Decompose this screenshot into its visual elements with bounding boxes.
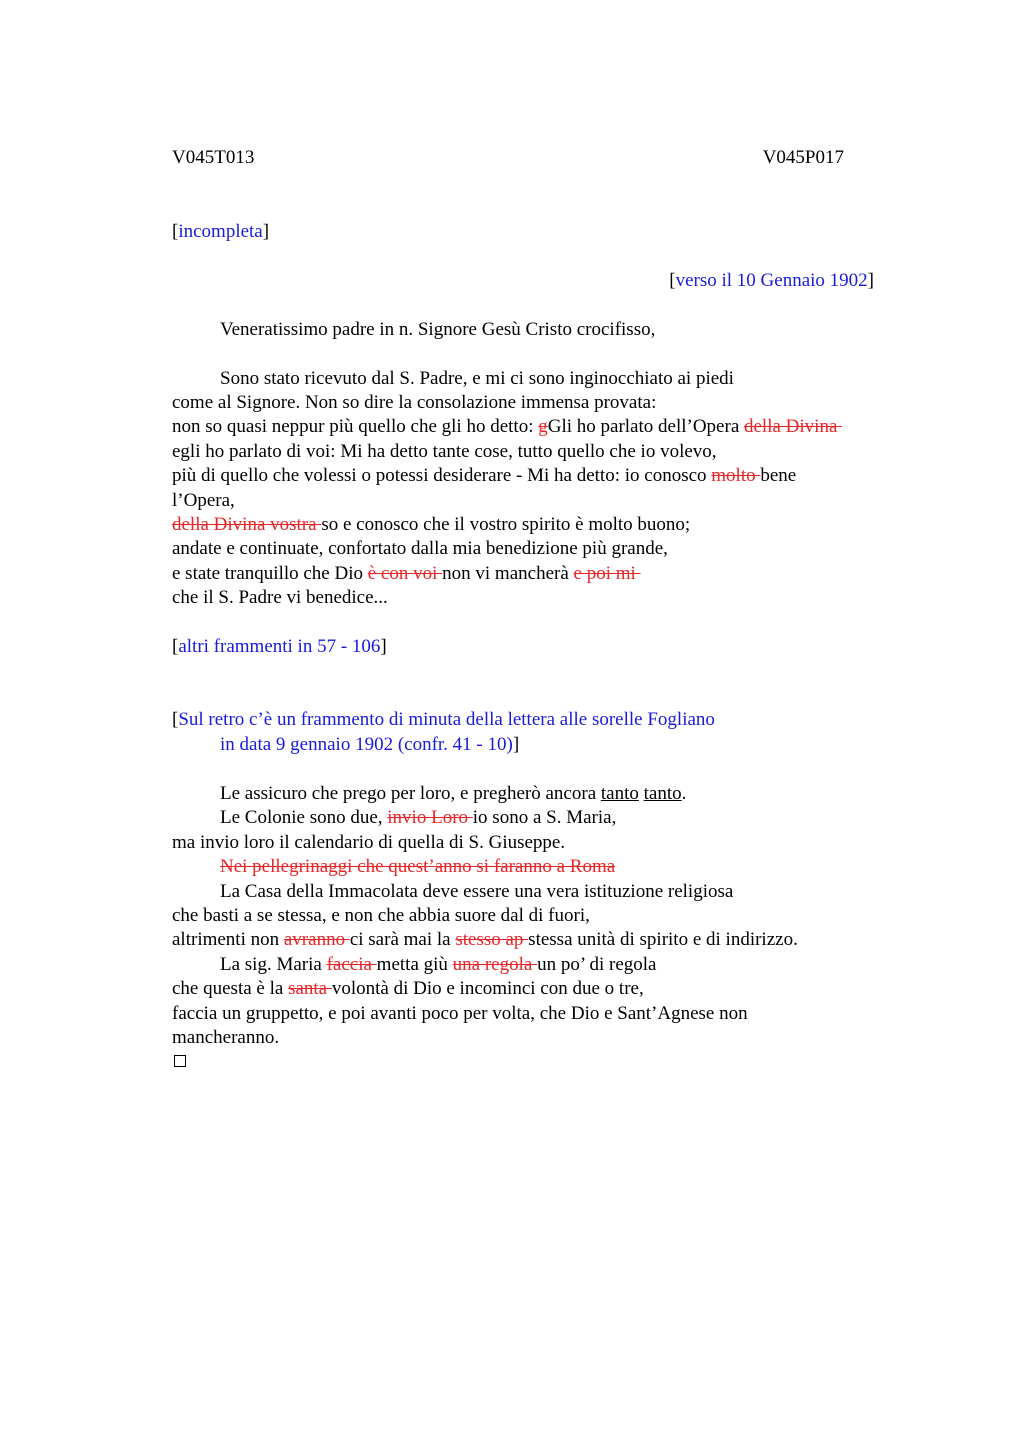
fragment-line: ma invio loro il calendario di quella di S. Giuseppe.	[172, 832, 566, 853]
deletion: invio Loro	[387, 807, 473, 828]
letter-line: come al Signore. Non so dire la consolazione immensa provata:	[172, 392, 657, 413]
editorial-date-note: [verso il 10 Gennaio 1902]	[669, 270, 874, 291]
end-marker-box	[174, 1055, 186, 1067]
fragment-line: La Casa della Immacolata deve essere una vera istituzione religiosa	[220, 881, 734, 902]
letter-line: l’Opera,	[172, 490, 235, 511]
deletion: una regola	[452, 954, 538, 975]
editorial-note-incompleta: [incompleta]	[172, 221, 270, 242]
fragment-line: che questa è la santa volontà di Dio e incominci con due o tre,	[172, 978, 644, 999]
deletion: molto	[711, 465, 761, 486]
deletion: e poi mi	[573, 563, 641, 584]
deletion: g	[538, 416, 548, 437]
editorial-note-retro: [Sul retro c’è un frammento di minuta della lettera alle sorelle Fogliano	[172, 709, 715, 730]
deletion: santa	[288, 978, 332, 999]
letter-line: egli ho parlato di voi: Mi ha detto tante cose, tutto quello che io volevo,	[172, 441, 717, 462]
letter-line: e state tranquillo che Dio è con voi non vi mancherà e poi mi	[172, 563, 641, 584]
fragment-line: Le Colonie sono due, invio Loro io sono a S. Maria,	[220, 807, 617, 828]
letter-salutation: Veneratissimo padre in n. Signore Gesù Cristo crocifisso,	[220, 319, 656, 340]
deletion: della Divina vostra	[172, 514, 322, 535]
header-right-code: V045P017	[762, 147, 844, 168]
editorial-note-retro-line2: in data 9 gennaio 1902 (confr. 41 - 10)]	[220, 734, 520, 755]
deletion: della Divina	[744, 416, 843, 437]
deletion: avranno	[283, 929, 350, 950]
fragment-line: Le assicuro che prego per loro, e pregherò ancora tanto tanto.	[220, 783, 687, 804]
fragment-line: altrimenti non avranno ci sarà mai la stesso ap stessa unità di spirito e di indirizzo.	[172, 929, 798, 950]
deletion: è con voi	[367, 563, 443, 584]
deletion: faccia	[326, 954, 377, 975]
editorial-note-fragments: [altri frammenti in 57 - 106]	[172, 636, 387, 657]
header-left-code: V045T013	[172, 147, 255, 168]
fragment-line: che basti a se stessa, e non che abbia suore dal di fuori,	[172, 905, 590, 926]
deletion: Nei pellegrinaggi che quest’anno si faranno a Roma	[220, 856, 616, 877]
fragment-line: La sig. Maria faccia metta giù una regola un po’ di regola	[220, 954, 657, 975]
letter-line: più di quello che volessi o potessi desiderare - Mi ha detto: io conosco molto bene	[172, 465, 797, 486]
letter-line: Sono stato ricevuto dal S. Padre, e mi ci sono inginocchiato ai piedi	[220, 368, 734, 389]
fragment-line	[220, 855, 615, 879]
letter-line: della Divina vostra so e conosco che il vostro spirito è molto buono;	[172, 514, 691, 535]
fragment-line: faccia un gruppetto, e poi avanti poco per volta, che Dio e Sant’Agnese non	[172, 1003, 748, 1024]
deletion: stesso ap	[455, 929, 529, 950]
fragment-line: mancheranno.	[172, 1027, 280, 1048]
letter-line: non so quasi neppur più quello che gli ho detto: gGli ho parlato dell’Opera della Divina	[172, 416, 843, 437]
letter-line: andate e continuate, confortato dalla mia benedizione più grande,	[172, 538, 668, 559]
letter-line: che il S. Padre vi benedice...	[172, 587, 388, 608]
